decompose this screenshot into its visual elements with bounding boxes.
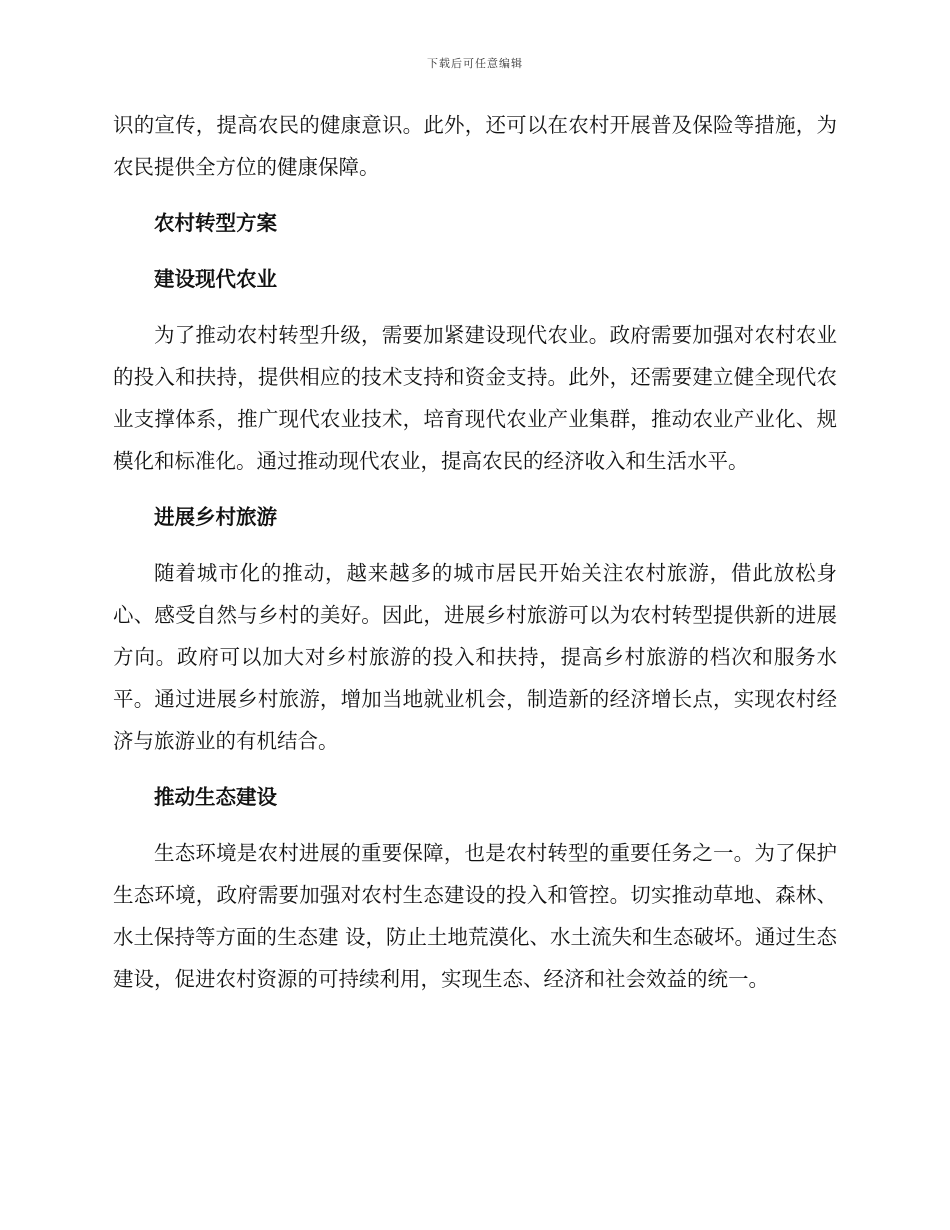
document-body — [113, 104, 837, 1000]
intro-continuation-paragraph: 识的宣传，提高农民的健康意识。此外，还可以在农村开展普及保险等措施，为农民提供全方位的健康保障。 — [113, 113, 837, 179]
section-heading-rural-tourism: 进展乡村旅游 — [154, 505, 277, 529]
section-body-rural-tourism: 随着城市化的推动，越来越多的城市居民开始关注农村旅游，借此放松身心、感受自然与乡村的美好。因此，进展乡村旅游可以为农村转型提供新的进展方向。政府可以加大对乡村旅游的投入和扶持，提高乡村旅游的档次和服务水平。通过进展乡村旅游，增加当地就业机会，制造新的经济增长点，实现农村经济与旅游业的有机结合。 — [113, 561, 837, 753]
section-body-modern-agriculture: 为了推动农村转型升级，需要加紧建设现代农业。政府需要加强对农村农业的投入和扶持，提供相应的技术支持和资金支持。此外，还需要建立健全现代农业支撑体系，推广现代农业技术，培育现代农业产业集群，推动农业产业化、规模化和标准化。通过推动现代农业，提高农民的经济收入和生活水平。 — [113, 323, 837, 473]
section-heading-ecological-construction: 推动生态建设 — [154, 785, 277, 809]
section-title: 农村转型方案 — [154, 211, 277, 235]
section-heading-modern-agriculture: 建设现代农业 — [154, 267, 277, 291]
page-header-note: 下载后可任意编辑 — [427, 57, 523, 70]
section-body-ecological-construction: 生态环境是农村进展的重要保障，也是农村转型的重要任务之一。为了保护生态环境，政府需要加强对农村生态建设的投入和管控。切实推动草地、森林、水土保持等方面的生态建 设，防止土地荒漠化、水土流失和生态破坏。通过生态建设，促进农村资源的可持续利用，实现生态、经济和社会效益的统一。 — [113, 841, 838, 991]
